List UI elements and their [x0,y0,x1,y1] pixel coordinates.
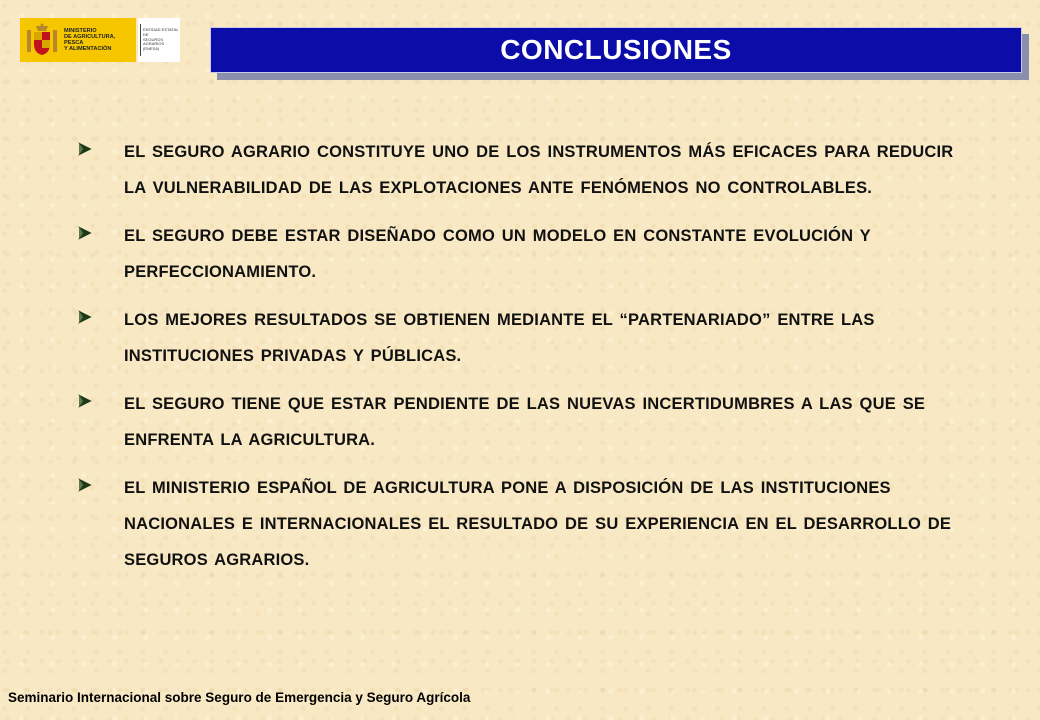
enesa-logo-text: ENTIDAD ESTATAL DE SEGUROS AGRARIOS (ENESA) [143,27,179,52]
arrow-bullet-icon [78,218,124,240]
page-title: CONCLUSIONES [500,34,732,65]
ministry-logo-text: MINISTERIO DE AGRICULTURA, PESCA Y ALIMENTACIÓN [64,27,116,53]
arrow-bullet-icon [78,302,124,324]
footer-seminar-title: Seminario Internacional sobre Seguro de Emergencia y Seguro Agrícola [8,690,471,705]
arrow-bullet-icon [78,386,124,408]
ministry-logo-panel [20,18,136,62]
conclusions-list [78,134,978,590]
arrow-bullet-icon [78,134,124,156]
ministry-logo [20,18,180,62]
enesa-logo-panel [138,18,180,62]
list-item [78,470,978,578]
title-banner [210,27,1022,73]
coat-of-arms-icon [24,22,60,58]
list-item-text: EL SEGURO DEBE ESTAR DISEÑADO COMO UN MODELO EN CONSTANTE EVOLUCIÓN Y PERFECCIONAMIENTO. [124,227,871,281]
enesa-logo-divider [140,24,141,56]
list-item [78,218,978,290]
list-item-text: LOS MEJORES RESULTADOS SE OBTIENEN MEDIANTE EL “PARTENARIADO” ENTRE LAS INSTITUCIONES PRIVADAS Y PÚBLICAS. [124,311,875,365]
list-item-text: EL MINISTERIO ESPAÑOL DE AGRICULTURA PONE A DISPOSICIÓN DE LAS INSTITUCIONES NACIONALES E INTERNACIONALES EL RESULTADO DE SU EXPERIENCIA EN EL DESARROLLO DE SEGUROS AGRARIOS. [124,479,952,569]
arrow-bullet-icon [78,470,124,492]
list-item-text: EL SEGURO AGRARIO CONSTITUYE UNO DE LOS INSTRUMENTOS MÁS EFICACES PARA REDUCIR LA VULNERABILIDAD DE LAS EXPLOTACIONES ANTE FENÓMENOS NO CONTROLABLES. [124,143,954,197]
list-item [78,134,978,206]
list-item-text: EL SEGURO TIENE QUE ESTAR PENDIENTE DE LAS NUEVAS INCERTIDUMBRES A LAS QUE SE ENFRENTA LA AGRICULTURA. [124,395,926,449]
list-item [78,386,978,458]
list-item [78,302,978,374]
